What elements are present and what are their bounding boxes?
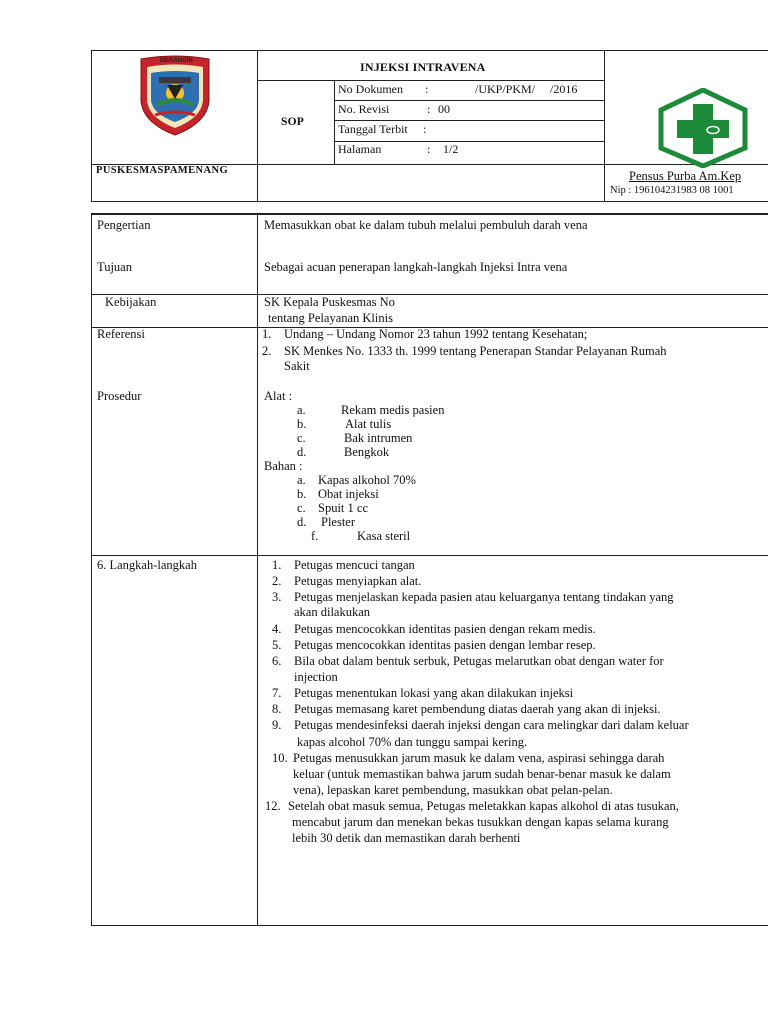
langkah-label: 6. Langkah-langkah bbox=[97, 558, 197, 572]
kebijakan-label: Kebijakan bbox=[105, 295, 157, 309]
kebijakan-line2: tentang Pelayanan Klinis bbox=[268, 311, 393, 325]
alat-a-text: Rekam medis pasien bbox=[341, 403, 445, 417]
puskesmas-logo bbox=[657, 88, 749, 168]
langkah-step-text: Petugas menentukan lokasi yang akan dilakukan injeksi bbox=[294, 686, 574, 700]
referensi-2-text: SK Menkes No. 1333 th. 1999 tentang Penerapan Standar Pelayanan Rumah bbox=[284, 344, 667, 358]
doc-number-value: /UKP/PKM/ /2016 bbox=[475, 82, 578, 96]
langkah-step-number: 10. bbox=[272, 751, 288, 765]
langkah-step-number: 1. bbox=[272, 558, 282, 572]
bahan-b-num: b. bbox=[297, 487, 307, 501]
organization-name: PUSKESMASPAMENANG bbox=[96, 165, 229, 176]
issue-date-label: Tanggal Terbit bbox=[338, 122, 408, 136]
signer-name: Pensus Purba Am.Kep bbox=[629, 169, 742, 183]
document-title: INJEKSI INTRAVENA bbox=[360, 60, 486, 74]
bahan-a-num: a. bbox=[297, 473, 306, 487]
bahan-c-num: c. bbox=[297, 501, 306, 515]
page-label: Halaman bbox=[338, 142, 382, 156]
langkah-step-text: Petugas mencuci tangan bbox=[294, 558, 415, 572]
langkah-step-number: 12. bbox=[265, 799, 281, 813]
kebijakan-line1: SK Kepala Puskesmas No bbox=[264, 295, 395, 309]
langkah-step-number: 3. bbox=[272, 590, 282, 604]
alat-b-text: Alat tulis bbox=[345, 417, 392, 431]
langkah-step-text: keluar (untuk memastikan bahwa jarum sudah benar-benar masuk ke dalam bbox=[293, 767, 671, 781]
langkah-step-text: mencabut jarum dan menekan bekas tusukkan dengan kapas selama kurang bbox=[292, 815, 669, 829]
alat-d-num: d. bbox=[297, 445, 307, 459]
shield-icon bbox=[135, 55, 215, 137]
prosedur-label: Prosedur bbox=[97, 389, 142, 403]
referensi-2-cont: Sakit bbox=[284, 359, 310, 373]
langkah-step-text: Petugas menjelaskan kepada pasien atau keluarganya tentang tindakan yang bbox=[294, 590, 674, 604]
langkah-step-text: Setelah obat masuk semua, Petugas meletakkan kapas alkohol di atas tusukan, bbox=[288, 799, 679, 813]
page-sep: : bbox=[427, 142, 431, 156]
alat-c-num: c. bbox=[297, 431, 306, 445]
referensi-1-text: Undang – Undang Nomor 23 tahun 1992 tentang Kesehatan; bbox=[284, 327, 588, 341]
langkah-step-number: 4. bbox=[272, 622, 282, 636]
langkah-step-number: 6. bbox=[272, 654, 282, 668]
issue-date-sep: : bbox=[423, 122, 427, 136]
langkah-step-text: vena), lepaskan karet pembendung, masukkan obat pelan-pelan. bbox=[293, 783, 613, 797]
tujuan-label: Tujuan bbox=[97, 260, 132, 274]
pengertian-label: Pengertian bbox=[97, 218, 151, 232]
tujuan-text: Sebagai acuan penerapan langkah-langkah Injeksi Intra vena bbox=[264, 260, 568, 274]
bahan-f-text: Kasa steril bbox=[357, 529, 411, 543]
langkah-step-number: 8. bbox=[272, 702, 282, 716]
pengertian-text: Memasukkan obat ke dalam tubuh melalui pembuluh darah vena bbox=[264, 218, 588, 232]
langkah-step-text: Petugas menusukkan jarum masuk ke dalam vena, aspirasi sehingga darah bbox=[293, 751, 665, 765]
signer-nip: Nip : 196104231983 08 1001 bbox=[610, 185, 734, 196]
referensi-1-num: 1. bbox=[262, 327, 272, 341]
logo-text: MERANGIN bbox=[160, 58, 193, 64]
langkah-step-text: injection bbox=[294, 670, 338, 684]
langkah-step-number: 2. bbox=[272, 574, 282, 588]
bahan-a-text: Kapas alkohol 70% bbox=[318, 473, 416, 487]
langkah-step-text: Petugas menyiapkan alat. bbox=[294, 574, 422, 588]
alat-d-text: Bengkok bbox=[344, 445, 390, 459]
bahan-b-text: Obat injeksi bbox=[318, 487, 379, 501]
langkah-step-text: kapas alcohol 70% dan tunggu sampai kering. bbox=[297, 735, 528, 749]
bahan-c-text: Spuit 1 cc bbox=[318, 501, 368, 515]
regency-logo bbox=[135, 55, 215, 137]
alat-label: Alat : bbox=[264, 389, 293, 403]
page-value: 1/2 bbox=[443, 142, 459, 156]
health-cross-icon bbox=[657, 88, 749, 168]
langkah-step-text: Bila obat dalam bentuk serbuk, Petugas melarutkan obat dengan water for bbox=[294, 654, 664, 668]
langkah-step-text: Petugas mencocokkan identitas pasien dengan lembar resep. bbox=[294, 638, 596, 652]
langkah-step-text: Petugas mencocokkan identitas pasien dengan rekam medis. bbox=[294, 622, 596, 636]
revision-value: 00 bbox=[438, 102, 450, 116]
sop-label: SOP bbox=[281, 116, 304, 128]
revision-label: No. Revisi bbox=[338, 102, 390, 116]
revision-sep: : bbox=[427, 102, 431, 116]
doc-number-sep: : bbox=[425, 82, 429, 96]
alat-a-num: a. bbox=[297, 403, 306, 417]
langkah-step-text: Petugas mendesinfeksi daerah injeksi dengan cara melingkar dari dalam keluar bbox=[294, 718, 689, 732]
langkah-step-text: Petugas memasang karet pembendung diatas daerah yang akan di injeksi. bbox=[294, 702, 661, 716]
langkah-step-number: 7. bbox=[272, 686, 282, 700]
bahan-d-num: d. bbox=[297, 515, 307, 529]
referensi-2-num: 2. bbox=[262, 344, 272, 358]
doc-number-label: No Dokumen bbox=[338, 82, 403, 96]
langkah-step-number: 5. bbox=[272, 638, 282, 652]
langkah-step-number: 9. bbox=[272, 718, 282, 732]
langkah-step-text: akan dilakukan bbox=[294, 605, 371, 619]
referensi-label: Referensi bbox=[97, 327, 145, 341]
bahan-f-num: f. bbox=[311, 529, 319, 543]
bahan-d-text: Plester bbox=[321, 515, 356, 529]
alat-b-num: b. bbox=[297, 417, 307, 431]
langkah-step-text: lebih 30 detik dan memastikan darah berhenti bbox=[292, 831, 521, 845]
bahan-label: Bahan : bbox=[264, 459, 303, 473]
alat-c-text: Bak intrumen bbox=[344, 431, 413, 445]
